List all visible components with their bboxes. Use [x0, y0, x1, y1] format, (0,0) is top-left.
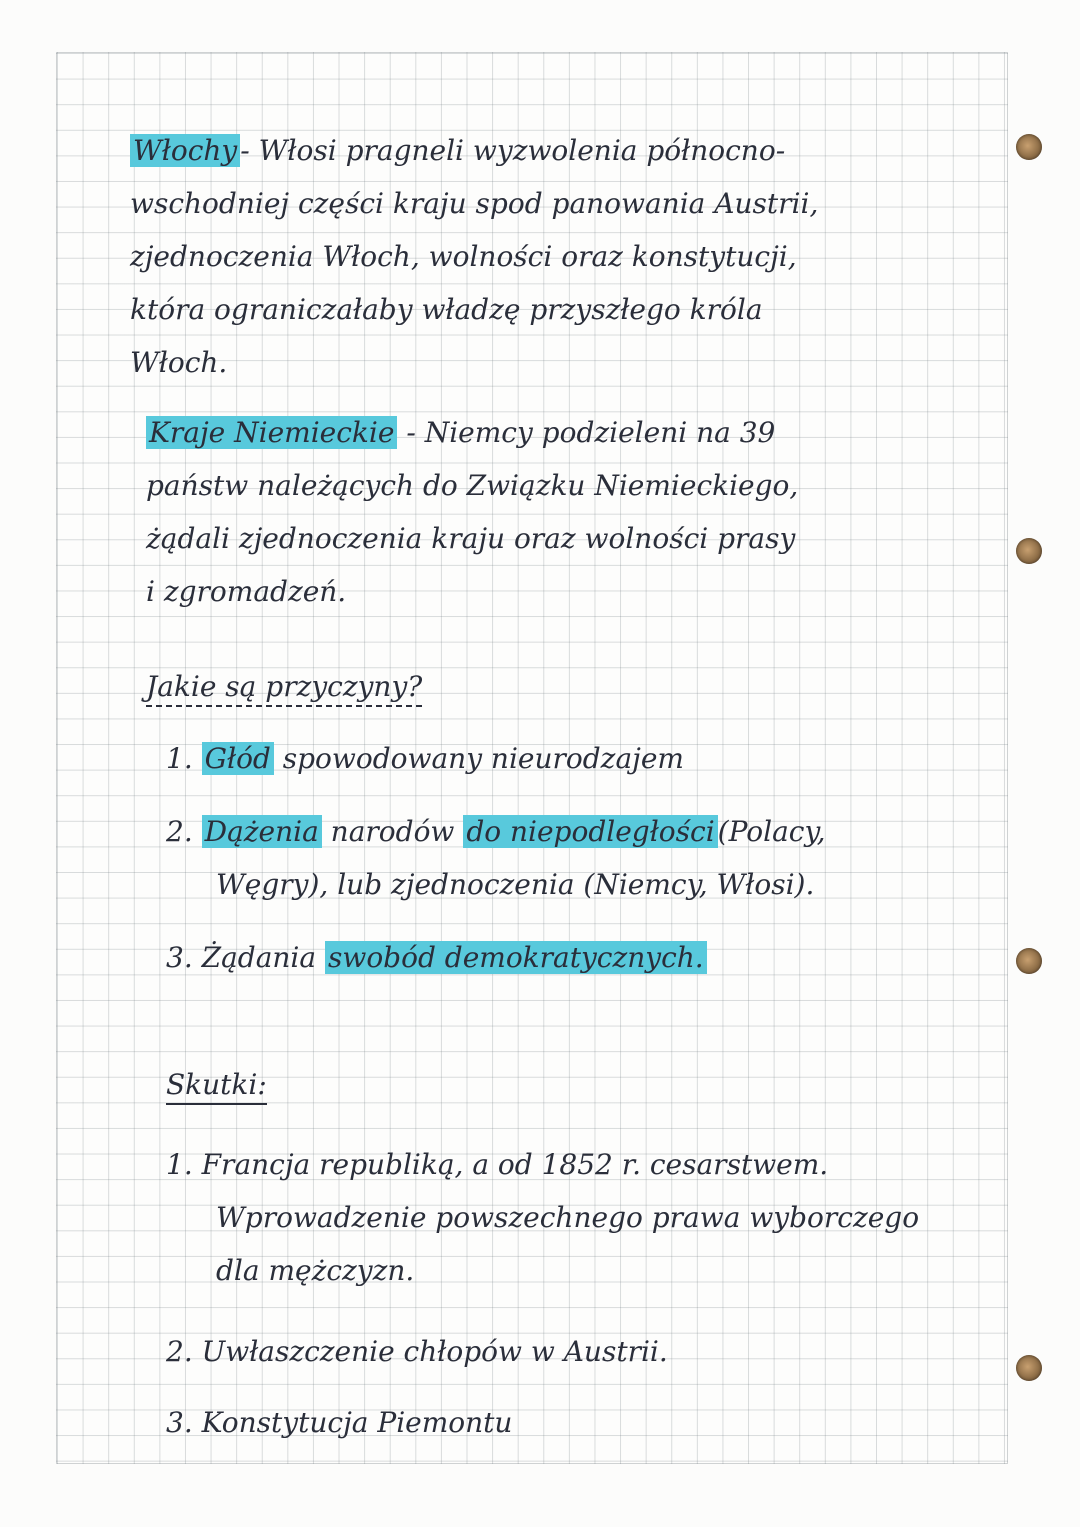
list-item: 1. Głód spowodowany nieurodzajem: [166, 742, 684, 775]
binder-hole: [1016, 538, 1042, 564]
wlochy-term: Włochy: [130, 134, 240, 167]
przyczyny-heading: Jakie są przyczyny?: [146, 660, 422, 713]
binder-hole: [1016, 134, 1042, 160]
list-item: 3. Żądania swobód demokratycznych.: [166, 931, 825, 984]
niemcy-paragraph: Kraje Niemieckie - Niemcy podzieleni na 39 państw należących do Związku Niemieckiego, żądali zjednoczenia kraju oraz wolności prasy i zgromadzeń.: [146, 416, 799, 608]
skutki-list: 1. Francja republiką, a od 1852 r. cesarstwem. Wprowadzenie powszechnego prawa wyborczego dla mężczyzn. 2. Uwłaszczenie chłopów w Austrii. 3. Konstytucja Piemontu: [166, 1138, 919, 1449]
list-item: 2. Dążenia narodów do niepodległości (Polacy,: [166, 815, 826, 848]
binder-hole: [1016, 1355, 1042, 1381]
binder-hole: [1016, 948, 1042, 974]
wlochy-paragraph: Włochy - Włosi pragneli wyzwolenia północno- wschodniej części kraju spod panowania Austrii, zjednoczenia Włoch, wolności oraz konstytucji, która ograniczałaby władzę przyszłego króla Włoch.: [130, 134, 819, 379]
list-item: 1. Francja republiką, a od 1852 r. cesarstwem.: [166, 1148, 829, 1181]
list-item: 3. Konstytucja Piemontu: [166, 1406, 513, 1439]
skutki-heading: Skutki:: [166, 1058, 267, 1111]
niemcy-term: Kraje Niemieckie: [146, 416, 397, 449]
przyczyny-list: 1. Głód spowodowany nieurodzajem 2. Dążenia narodów do niepodległości (Polacy, Węgry), lub zjednoczenia (Niemcy, Włosi). 3. Żądania swobód demokratycznych.: [166, 732, 825, 984]
list-item: 2. Uwłaszczenie chłopów w Austrii.: [166, 1335, 668, 1368]
